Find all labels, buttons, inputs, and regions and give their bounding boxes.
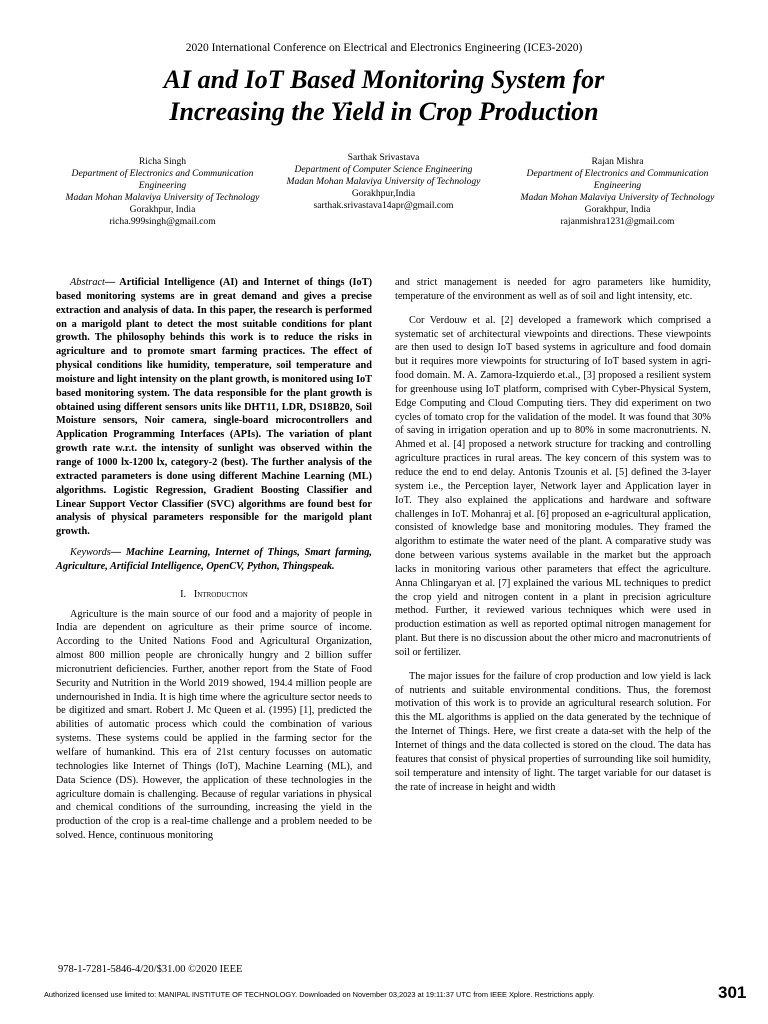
keywords	[56, 546, 372, 574]
author-location: Gorakhpur, India	[129, 204, 196, 215]
author-email: sarthak.srivastava14apr@gmail.com	[313, 200, 454, 211]
author-department: Department of Electronics and Communication Engineering	[526, 168, 709, 191]
author-name: Richa Singh	[138, 156, 187, 167]
conference-header: 2020 International Conference on Electrical and Electronics Engineering (ICE3-2020)	[185, 42, 583, 54]
body-paragraph: Agriculture is the main source of our food and a majority of people in India are dependent on agriculture as their prime source of income. According to the United Nations Food and Agricultural Organization, almost 800 million people are chronically hungry and 2 billion suffer micronutrient deficiencies. Further, another report from the State of Food Security and Nutrition in the World 2019 showed, 194.4 million people are undernourished in India. It is high time where the agriculture sector needs to be digitized and smart. Robert J. Mc Queen et al. (1995) [1], predicted the abilities of automatic process which could the combination of various systems. These systems could be applied in the farming sector for the welfare of humankind. This era of 21st century focusses on automatic technologies like Internet of Things (IoT), Machine Learning (ML), and Data Science (DS). However, the application of these technologies in the agriculture domain is challenging. Because of regular variations in physical and chemical conditions of the surrounding, increasing the yield in the production of the crop is a real-time challenge and a problem needed to be solved. Hence, continuous monitoring	[56, 608, 372, 842]
abstract	[56, 276, 372, 539]
author-block-2	[276, 152, 491, 212]
author-university: Madan Mohan Malaviya University of Technology	[520, 192, 715, 203]
abstract-label: Abstract	[70, 277, 105, 288]
license-footer: Authorized licensed use limited to: MANIPAL INSTITUTE OF TECHNOLOGY. Downloaded on November 03,2023 at 19:11:37 UTC from IEEE Xplore. Restrictions apply.	[44, 990, 595, 999]
body-paragraph: The major issues for the failure of crop production and low yield is lack of nutrients and suitable environmental conditions. Thus, the foremost motivation of this work is to provide an agricultural research solution. For this the ML algorithms is applied on the data generated by the technique of the Internet of Things. Here, we first create a data-set with the help of the Internet of things and the data collected is stored on the cloud. The data has features that consist of physical properties of surrounding like soil humidity, soil temperature and intensity of light. The target variable for our dataset is the rate of increase in height and width	[395, 670, 711, 793]
author-block-3	[510, 156, 725, 228]
author-university: Madan Mohan Malaviya University of Technology	[286, 176, 481, 187]
keywords-label: Keywords	[70, 547, 111, 559]
title-line-2: Increasing the Yield in Crop Production	[169, 97, 599, 126]
title-line-1: AI and IoT Based Monitoring System for	[163, 65, 605, 94]
body-paragraph: and strict management is needed for agro parameters like humidity, temperature of the environment as well as of soil and light intensity, etc.	[395, 277, 711, 302]
author-location: Gorakhpur, India	[584, 204, 651, 215]
isbn-copyright: 978-1-7281-5846-4/20/$31.00 ©2020 IEEE	[58, 964, 243, 975]
keywords-text: — Machine Learning, Internet of Things, Smart farming, Agriculture, Artificial Intelligence, OpenCV, Python, Thingspeak.	[56, 547, 372, 572]
body-paragraph: Cor Verdouw et al. [2] developed a framework which comprised a systematic set of architectural viewpoints and directions. These viewpoints are then used to design IoT based systems in agriculture and food domain but it requires more viewpoints for structuring of IoT based system in agri-food domain. M. A. Zamora-Izquierdo et.al., [3] proposed a resilient system for greenhouse using IoT platform, comprised with Cyber-Physical System, Edge Computing and Cloud Computing tiers. They did experiment on two cycles of tomato crop for the validation of the model. It was found that 30% of saving in irrigation operation and up to 80% in some macronutrients. N. Ahmed et al. [4] proposed a network structure for tracking and controlling agriculture practices in rural areas. The key concern of this system was to reduce the end to end delay. Antonis Tzounis et al. [5] defined the 3-layer system i.e., the Perception layer, Network layer and Application layer in IoT. They also explained the applications and hardware and software challenges in IoT. Mohanraj et al. [6] proposed an e-agricultural application, consisted of knowledge base and monitoring modules. They framed the algorithm to estimate the water need of the plant. A comparative study was done between various systems available in the market but the approach lacks in monitoring various other parameters that effect the agriculture. Anna Chlingaryan et al. [7] explained the various ML techniques to predict the crop yield and nitrogen content in a plant in precision agriculture method. Further, it reviewed various techniques which were used in production estimation as well as reported optimal nitrogen management for plant. But there is no discussion about the other micro and macronutrients of soil or fertilizer.	[395, 314, 711, 658]
author-department: Department of Electronics and Communication Engineering	[71, 168, 254, 191]
section-number: I.	[180, 588, 187, 600]
section-title: Introduction	[193, 588, 248, 600]
left-column	[56, 276, 372, 843]
right-column	[395, 276, 711, 794]
author-email: richa.999singh@gmail.com	[109, 216, 216, 227]
page-number: 301	[718, 983, 747, 1002]
paper-title	[40, 64, 728, 128]
author-email: rajanmishra1231@gmail.com	[560, 216, 675, 227]
author-department: Department of Computer Science Engineering	[294, 164, 473, 175]
author-name: Sarthak Srivastava	[347, 152, 420, 163]
abstract-text: — Artificial Intelligence (AI) and Internet of things (IoT) based monitoring systems are in great demand and gives a precise extraction and analysis of data. In this paper, the research is performed on a marigold plant to detect the most suitable conditions for plant growth. The philosophy behinds this work is to reduce the risks in agriculture and to promote smart farming practices. The effect of physical conditions like humidity, temperature, soil temperature and moisture and light intensity on the plant growth, is monitored using IoT based monitoring system. The data responsible for the plant growth is obtained using different sensors units like DHT11, LDR, DS18B20, Soil Moisture sensors, Noir camera, single-board microcontrollers and Application Programming Interfaces (APIs). The variation of plant growth rate w.r.t. the intensity of sunlight was observed within the range of 1000 lx-1200 lx, category-2 (best). The further analysis of the extracted parameters is done using different Machine Learning (ML) algorithms. Logistic Regression, Gradient Boosting Classifier and Linear Support Vector Classifier (SVC) algorithms are found best for analysis of physical parameters responsible for the marigold plant growth.	[56, 277, 372, 538]
author-location: Gorakhpur,India	[351, 188, 416, 199]
author-block-1	[55, 156, 270, 228]
author-university: Madan Mohan Malaviya University of Technology	[65, 192, 260, 203]
section-heading	[56, 588, 372, 602]
author-name: Rajan Mishra	[591, 156, 644, 167]
